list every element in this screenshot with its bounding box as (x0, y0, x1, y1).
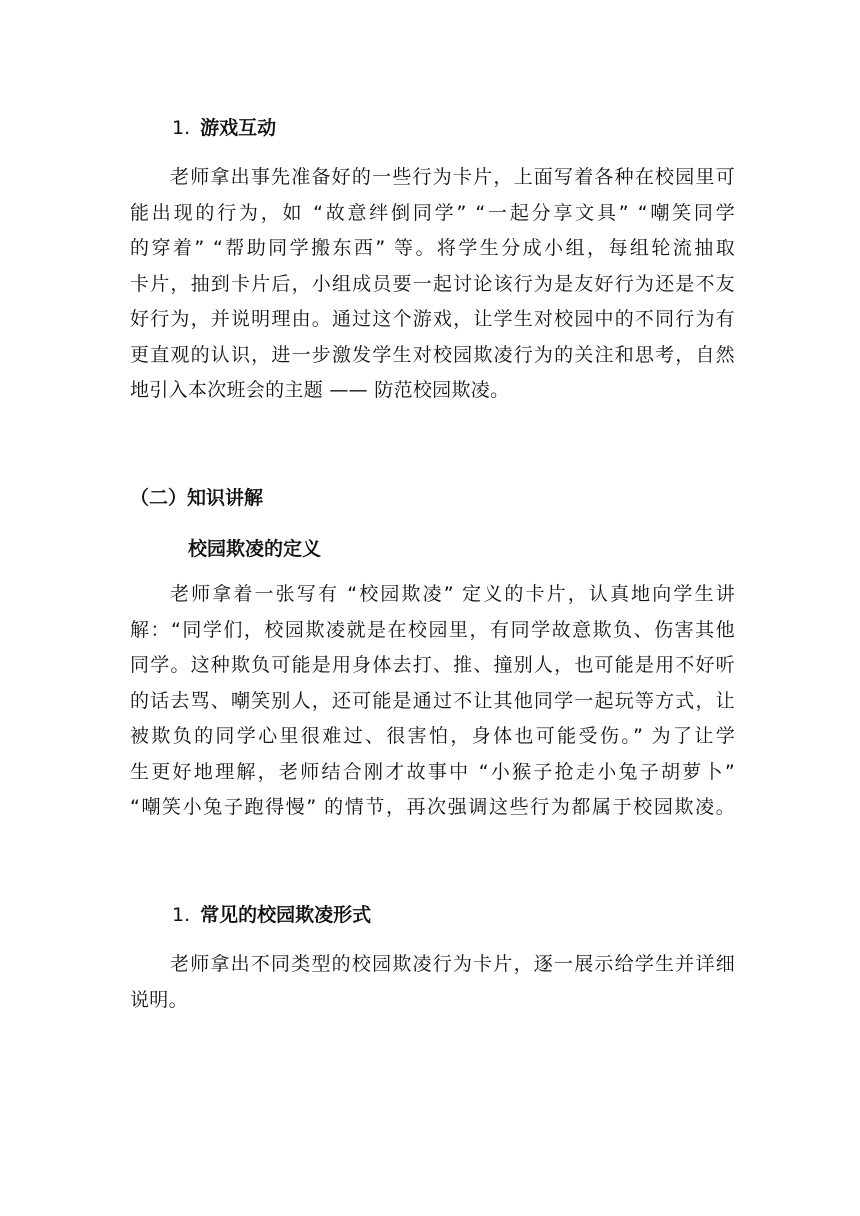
paragraph-line: 卡片，抽到卡片后，小组成员要一起讨论该行为是友好行为还是不友 (130, 272, 735, 295)
paragraph-line: 被欺负的同学心里很难过、很害怕，身体也可能受伤。” 为了让学 (130, 725, 735, 747)
paragraph-line: 说明。 (130, 988, 188, 1011)
paragraph-line: 能出现的行为，如 “故意绊倒同学” “一起分享文具” “嘲笑同学 (130, 201, 735, 224)
paragraph-line: 老师拿出事先准备好的一些行为卡片，上面写着各种在校园里可 (170, 166, 735, 188)
section-heading-forms (172, 903, 777, 927)
paragraph-line: “嘲笑小兔子跑得慢” 的情节，再次强调这些行为都属于校园欺凌。 (130, 796, 735, 818)
subsection-heading-definition: 校园欺凌的定义 (188, 538, 322, 560)
paragraph-line: 的话去骂、嘲笑别人，还可能是通过不让其他同学一起玩等方式，让 (130, 689, 735, 712)
paragraph-game (130, 160, 735, 409)
section-number: 1. (172, 904, 191, 926)
paragraph-line: 地引入本次班会的主题 —— 防范校园欺凌。 (130, 379, 510, 401)
paragraph-line: 老师拿出不同类型的校园欺凌行为卡片，逐一展示给学生并详细 (170, 953, 735, 975)
paragraph-definition (130, 577, 735, 826)
section-number: 1. (172, 117, 191, 139)
section-title: 游戏互动 (200, 117, 277, 139)
paragraph-line: 同学。这种欺负可能是用身体去打、推、撞别人，也可能是用不好听 (130, 654, 735, 676)
paragraph-line: 老师拿着一张写有 “校园欺凌” 定义的卡片，认真地向学生讲 (170, 583, 735, 605)
paragraph-line: 更直观的认识，进一步激发学生对校园欺凌行为的关注和思考，自然 (130, 343, 735, 366)
paragraph-forms (130, 947, 735, 1018)
section-title: 常见的校园欺凌形式 (200, 904, 372, 926)
paragraph-line: 生更好地理解，老师结合刚才故事中 “小猴子抢走小兔子胡萝卜” (130, 760, 735, 783)
section-heading-game (172, 116, 777, 140)
section-heading-knowledge: （二）知识讲解 (130, 487, 264, 509)
paragraph-line: 的穿着” “帮助同学搬东西” 等。将学生分成小组，每组轮流抽取 (130, 237, 735, 259)
paragraph-line: 好行为，并说明理由。通过这个游戏，让学生对校园中的不同行为有 (130, 308, 735, 330)
paragraph-line: 解：“同学们，校园欺凌就是在校园里，有同学故意欺负、伤害其他 (130, 618, 735, 641)
